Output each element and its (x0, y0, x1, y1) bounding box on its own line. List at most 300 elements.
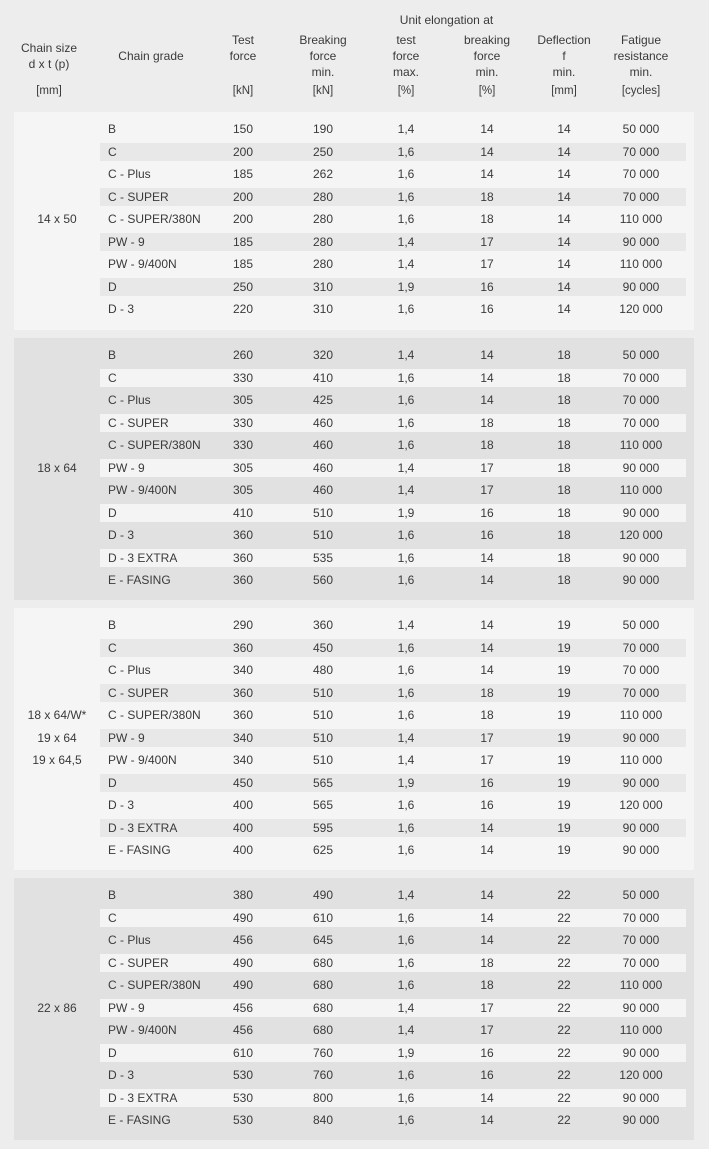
cell-breaking-force: 320 (312, 348, 334, 362)
cell-test-force: 490 (232, 910, 254, 925)
column-header-line: min. (552, 65, 576, 79)
table-row (14, 276, 694, 299)
cell-deflection: 14 (557, 167, 571, 181)
cell-deflection: 19 (557, 753, 571, 767)
cell-test-force: 305 (232, 483, 254, 497)
cell-chain-grade: B (108, 122, 117, 136)
cell-fatigue: 110 000 (619, 483, 663, 497)
table-row (14, 929, 694, 952)
table-row (14, 524, 694, 547)
column-unit-breaking_force: [kN] (312, 85, 334, 97)
cell-breaking-force: 190 (312, 122, 334, 136)
cell-chain-grade: PW - 9 (108, 460, 145, 475)
cell-test-force: 330 (232, 370, 254, 385)
table-row (14, 1087, 694, 1110)
cell-elongation-breaking: 18 (480, 212, 494, 226)
cell-deflection: 14 (557, 234, 571, 249)
cell-elongation-breaking: 14 (480, 573, 494, 587)
table-row (14, 884, 694, 907)
cell-elongation-test: 1,4 (397, 888, 415, 902)
table-row (14, 794, 694, 817)
cell-deflection: 22 (557, 1068, 571, 1082)
cell-breaking-force: 645 (312, 933, 334, 947)
cell-deflection: 22 (557, 910, 571, 925)
cell-test-force: 185 (232, 257, 254, 271)
cell-elongation-breaking: 17 (480, 730, 494, 745)
cell-elongation-test: 1,4 (397, 753, 415, 767)
cell-chain-grade: C - SUPER (108, 415, 169, 430)
cell-test-force: 150 (232, 122, 254, 136)
cell-breaking-force: 680 (312, 1000, 334, 1015)
cell-fatigue: 120 000 (619, 302, 663, 316)
cell-chain-grade: C - SUPER/380N (108, 438, 201, 452)
column-header-line: force (473, 49, 501, 63)
cell-deflection: 14 (557, 257, 571, 271)
column-header-line: Fatigue (620, 33, 662, 47)
cell-chain-grade: C - SUPER (108, 189, 169, 204)
cell-chain-grade: D - 3 (108, 302, 135, 316)
cell-deflection: 14 (557, 122, 571, 136)
cell-test-force: 340 (232, 663, 254, 677)
cell-elongation-test: 1,6 (397, 438, 415, 452)
cell-chain-grade: D - 3 (108, 1068, 135, 1082)
cell-fatigue: 70 000 (622, 933, 660, 947)
column-header-test_force (230, 32, 257, 64)
cell-fatigue: 110 000 (619, 438, 663, 452)
table-row (14, 118, 694, 141)
cell-test-force: 360 (232, 708, 254, 722)
cell-elongation-test: 1,4 (397, 618, 415, 632)
cell-fatigue: 110 000 (619, 708, 663, 722)
column-unit-fatigue: [cycles] (621, 85, 661, 97)
table-row (14, 1064, 694, 1087)
cell-elongation-breaking: 14 (480, 1090, 494, 1105)
cell-test-force: 360 (232, 640, 254, 655)
cell-breaking-force: 840 (312, 1113, 334, 1127)
table-row (14, 659, 694, 682)
cell-breaking-force: 680 (312, 1023, 334, 1037)
cell-breaking-force: 680 (312, 978, 334, 992)
table-row (14, 298, 694, 321)
cell-deflection: 22 (557, 978, 571, 992)
cell-elongation-breaking: 14 (480, 550, 494, 565)
column-group-header-unit-elongation: Unit elongation at (399, 13, 494, 27)
cell-test-force: 330 (232, 438, 254, 452)
cell-fatigue: 90 000 (622, 550, 660, 565)
cell-chain-grade: PW - 9 (108, 1000, 145, 1015)
cell-elongation-breaking: 16 (480, 1045, 494, 1060)
cell-breaking-force: 610 (312, 910, 334, 925)
cell-test-force: 400 (232, 843, 254, 857)
cell-test-force: 456 (232, 1023, 254, 1037)
cell-deflection: 18 (557, 505, 571, 520)
cell-elongation-test: 1,6 (397, 550, 415, 565)
cell-breaking-force: 510 (312, 685, 334, 700)
cell-elongation-test: 1,6 (397, 144, 415, 159)
column-header-deflection (537, 32, 590, 80)
column-header-line: min. (629, 65, 653, 79)
cell-chain-grade: C - SUPER/380N (108, 978, 201, 992)
cell-elongation-breaking: 16 (480, 505, 494, 520)
table-row (14, 479, 694, 502)
cell-breaking-force: 595 (312, 820, 334, 835)
cell-test-force: 410 (232, 505, 254, 520)
cell-fatigue: 90 000 (622, 820, 660, 835)
cell-fatigue: 70 000 (622, 663, 660, 677)
cell-elongation-test: 1,6 (397, 1090, 415, 1105)
cell-elongation-breaking: 18 (480, 415, 494, 430)
chain-size-group (14, 338, 694, 600)
table-row (14, 749, 694, 772)
cell-fatigue: 90 000 (622, 843, 660, 857)
cell-fatigue: 70 000 (622, 370, 660, 385)
cell-elongation-test: 1,4 (397, 257, 415, 271)
column-header-line: Test (231, 33, 254, 47)
cell-deflection: 19 (557, 843, 571, 857)
cell-elongation-test: 1,6 (397, 933, 415, 947)
cell-fatigue: 50 000 (622, 122, 660, 136)
table-header (0, 0, 709, 110)
cell-test-force: 530 (232, 1090, 254, 1105)
cell-test-force: 456 (232, 933, 254, 947)
chain-size-label-line: 18 x 64 (37, 460, 77, 475)
cell-fatigue: 70 000 (622, 640, 660, 655)
column-header-line: test (396, 33, 416, 47)
cell-chain-grade: PW - 9 (108, 730, 145, 745)
cell-breaking-force: 760 (312, 1045, 334, 1060)
cell-elongation-breaking: 14 (480, 910, 494, 925)
cell-elongation-test: 1,6 (397, 663, 415, 677)
cell-deflection: 22 (557, 1090, 571, 1105)
cell-deflection: 19 (557, 730, 571, 745)
column-header-line: force (392, 49, 420, 63)
cell-breaking-force: 280 (312, 189, 334, 204)
cell-elongation-test: 1,6 (397, 1068, 415, 1082)
cell-fatigue: 110 000 (619, 978, 663, 992)
column-header-chain_grade (118, 48, 183, 64)
cell-chain-grade: C (108, 370, 117, 385)
cell-test-force: 400 (232, 820, 254, 835)
cell-test-force: 340 (232, 730, 254, 745)
cell-fatigue: 120 000 (619, 1068, 663, 1082)
chain-size-label-line: 19 x 64,5 (32, 753, 82, 767)
table-row (14, 637, 694, 660)
cell-deflection: 14 (557, 212, 571, 226)
cell-elongation-test: 1,6 (397, 843, 415, 857)
cell-chain-grade: C - SUPER (108, 685, 169, 700)
table-row (14, 253, 694, 276)
cell-fatigue: 120 000 (619, 528, 663, 542)
cell-chain-grade: D (108, 279, 117, 294)
cell-fatigue: 90 000 (622, 1113, 660, 1127)
cell-elongation-breaking: 17 (480, 1000, 494, 1015)
cell-deflection: 22 (557, 955, 571, 970)
cell-test-force: 360 (232, 550, 254, 565)
cell-deflection: 18 (557, 573, 571, 587)
cell-deflection: 19 (557, 820, 571, 835)
cell-elongation-breaking: 14 (480, 843, 494, 857)
cell-elongation-breaking: 18 (480, 978, 494, 992)
chain-size-label-line: 22 x 86 (37, 1000, 77, 1015)
cell-test-force: 490 (232, 978, 254, 992)
cell-elongation-breaking: 16 (480, 775, 494, 790)
cell-fatigue: 90 000 (622, 234, 660, 249)
cell-fatigue: 70 000 (622, 910, 660, 925)
cell-fatigue: 90 000 (622, 1045, 660, 1060)
column-unit-test_force: [kN] (232, 85, 254, 97)
column-unit-elong_test: [%] (397, 85, 415, 97)
cell-elongation-breaking: 18 (480, 955, 494, 970)
cell-elongation-breaking: 14 (480, 122, 494, 136)
column-header-elong_break (464, 32, 510, 80)
cell-breaking-force: 510 (312, 753, 334, 767)
cell-deflection: 14 (557, 189, 571, 204)
cell-elongation-test: 1,9 (397, 1045, 415, 1060)
cell-elongation-breaking: 16 (480, 279, 494, 294)
table-row (14, 141, 694, 164)
table-row (14, 997, 694, 1020)
cell-elongation-breaking: 17 (480, 753, 494, 767)
cell-chain-grade: PW - 9/400N (108, 483, 177, 497)
table-row (14, 186, 694, 209)
cell-test-force: 360 (232, 573, 254, 587)
table-row (14, 817, 694, 840)
cell-deflection: 14 (557, 144, 571, 159)
cell-test-force: 220 (232, 302, 254, 316)
cell-test-force: 400 (232, 798, 254, 812)
table-row (14, 974, 694, 997)
cell-deflection: 19 (557, 708, 571, 722)
column-unit-deflection: [mm] (551, 85, 577, 97)
chain-size-label-line: 18 x 64/W* (27, 708, 87, 722)
cell-test-force: 360 (232, 685, 254, 700)
cell-deflection: 19 (557, 798, 571, 812)
table-row (14, 434, 694, 457)
cell-test-force: 200 (232, 212, 254, 226)
cell-deflection: 19 (557, 640, 571, 655)
cell-chain-grade: C - SUPER/380N (108, 708, 201, 722)
column-header-fatigue (614, 32, 669, 80)
cell-elongation-breaking: 17 (480, 483, 494, 497)
chain-size-group (14, 878, 694, 1140)
chain-size-label-line: 19 x 64 (37, 730, 77, 745)
cell-elongation-test: 1,6 (397, 708, 415, 722)
column-header-line: Chain size (20, 41, 78, 55)
cell-elongation-test: 1,6 (397, 393, 415, 407)
cell-fatigue: 90 000 (622, 279, 660, 294)
cell-elongation-test: 1,4 (397, 122, 415, 136)
cell-breaking-force: 560 (312, 573, 334, 587)
cell-elongation-breaking: 14 (480, 618, 494, 632)
cell-elongation-breaking: 16 (480, 798, 494, 812)
cell-elongation-test: 1,9 (397, 505, 415, 520)
cell-chain-grade: C (108, 910, 117, 925)
table-row (14, 389, 694, 412)
cell-deflection: 18 (557, 550, 571, 565)
cell-elongation-breaking: 14 (480, 640, 494, 655)
table-row (14, 502, 694, 525)
cell-breaking-force: 510 (312, 730, 334, 745)
table-row (14, 727, 694, 750)
table-row (14, 1019, 694, 1042)
cell-chain-grade: C - Plus (108, 167, 151, 181)
cell-elongation-test: 1,6 (397, 212, 415, 226)
cell-elongation-breaking: 14 (480, 393, 494, 407)
cell-deflection: 18 (557, 460, 571, 475)
cell-elongation-test: 1,9 (397, 775, 415, 790)
cell-test-force: 260 (232, 348, 254, 362)
cell-chain-grade: D - 3 EXTRA (108, 820, 178, 835)
cell-elongation-breaking: 16 (480, 1068, 494, 1082)
column-unit-chain_size: [mm] (36, 85, 62, 97)
cell-elongation-breaking: 17 (480, 257, 494, 271)
column-header-line: Deflection (537, 33, 591, 47)
column-header-line: Breaking (299, 33, 347, 47)
cell-chain-grade: D - 3 (108, 798, 135, 812)
cell-elongation-test: 1,6 (397, 167, 415, 181)
cell-test-force: 330 (232, 415, 254, 430)
cell-elongation-breaking: 18 (480, 438, 494, 452)
cell-chain-grade: E - FASING (108, 573, 171, 587)
cell-breaking-force: 510 (312, 528, 334, 542)
cell-test-force: 530 (232, 1068, 254, 1082)
cell-fatigue: 110 000 (619, 257, 663, 271)
cell-elongation-test: 1,4 (397, 234, 415, 249)
cell-chain-grade: C - SUPER/380N (108, 212, 201, 226)
column-header-breaking_force (299, 32, 346, 80)
cell-deflection: 18 (557, 438, 571, 452)
cell-breaking-force: 460 (312, 460, 334, 475)
cell-elongation-breaking: 17 (480, 1023, 494, 1037)
cell-elongation-breaking: 14 (480, 348, 494, 362)
cell-test-force: 290 (232, 618, 254, 632)
cell-elongation-breaking: 18 (480, 685, 494, 700)
cell-breaking-force: 280 (312, 212, 334, 226)
cell-test-force: 200 (232, 144, 254, 159)
cell-chain-grade: C - SUPER (108, 955, 169, 970)
table-row (14, 569, 694, 592)
cell-deflection: 18 (557, 393, 571, 407)
cell-fatigue: 110 000 (619, 753, 663, 767)
cell-fatigue: 110 000 (619, 1023, 663, 1037)
cell-test-force: 340 (232, 753, 254, 767)
table-row (14, 772, 694, 795)
cell-fatigue: 70 000 (622, 189, 660, 204)
cell-fatigue: 50 000 (622, 618, 660, 632)
cell-elongation-test: 1,6 (397, 528, 415, 542)
cell-breaking-force: 510 (312, 708, 334, 722)
cell-deflection: 18 (557, 348, 571, 362)
table-row (14, 547, 694, 570)
cell-elongation-test: 1,4 (397, 1000, 415, 1015)
column-header-line: Chain grade (118, 49, 184, 63)
cell-elongation-test: 1,4 (397, 730, 415, 745)
cell-chain-grade: C - Plus (108, 663, 151, 677)
cell-test-force: 380 (232, 888, 254, 902)
cell-breaking-force: 360 (312, 618, 334, 632)
column-header-line: max. (392, 65, 419, 79)
cell-breaking-force: 310 (312, 279, 334, 294)
cell-deflection: 22 (557, 1045, 571, 1060)
cell-elongation-test: 1,4 (397, 348, 415, 362)
cell-elongation-breaking: 14 (480, 1113, 494, 1127)
cell-deflection: 22 (557, 888, 571, 902)
cell-chain-grade: PW - 9/400N (108, 257, 177, 271)
cell-fatigue: 90 000 (622, 505, 660, 520)
cell-test-force: 610 (232, 1045, 254, 1060)
cell-elongation-test: 1,6 (397, 820, 415, 835)
cell-breaking-force: 280 (312, 257, 334, 271)
cell-chain-grade: PW - 9 (108, 234, 145, 249)
cell-fatigue: 50 000 (622, 888, 660, 902)
cell-fatigue: 90 000 (622, 1000, 660, 1015)
cell-elongation-test: 1,6 (397, 910, 415, 925)
cell-fatigue: 90 000 (622, 730, 660, 745)
table-row (14, 952, 694, 975)
cell-fatigue: 110 000 (619, 212, 663, 226)
table-row (14, 208, 694, 231)
cell-fatigue: 70 000 (622, 955, 660, 970)
cell-deflection: 14 (557, 302, 571, 316)
cell-breaking-force: 262 (312, 167, 334, 181)
cell-deflection: 19 (557, 685, 571, 700)
cell-chain-grade: E - FASING (108, 843, 171, 857)
cell-chain-grade: C - Plus (108, 933, 151, 947)
cell-chain-grade: D (108, 1045, 117, 1060)
cell-deflection: 18 (557, 415, 571, 430)
chain-size-group (14, 112, 694, 330)
cell-fatigue: 120 000 (619, 798, 663, 812)
cell-elongation-test: 1,4 (397, 460, 415, 475)
cell-elongation-breaking: 14 (480, 888, 494, 902)
cell-breaking-force: 460 (312, 438, 334, 452)
column-unit-elong_break: [%] (478, 85, 496, 97)
cell-elongation-test: 1,6 (397, 640, 415, 655)
cell-elongation-breaking: 14 (480, 167, 494, 181)
cell-test-force: 490 (232, 955, 254, 970)
table-row (14, 907, 694, 930)
table-row (14, 367, 694, 390)
cell-test-force: 200 (232, 189, 254, 204)
cell-fatigue: 50 000 (622, 348, 660, 362)
column-header-line: force (229, 49, 257, 63)
table-row (14, 231, 694, 254)
cell-chain-grade: B (108, 888, 117, 902)
column-header-chain_size (21, 40, 77, 72)
cell-elongation-test: 1,4 (397, 1023, 415, 1037)
cell-test-force: 450 (232, 775, 254, 790)
table-row (14, 682, 694, 705)
cell-breaking-force: 760 (312, 1068, 334, 1082)
cell-deflection: 19 (557, 618, 571, 632)
cell-fatigue: 70 000 (622, 393, 660, 407)
cell-elongation-test: 1,6 (397, 798, 415, 812)
cell-breaking-force: 680 (312, 955, 334, 970)
cell-elongation-test: 1,6 (397, 573, 415, 587)
cell-test-force: 360 (232, 528, 254, 542)
column-header-line: force (309, 49, 337, 63)
column-header-line: min. (311, 65, 335, 79)
cell-elongation-breaking: 14 (480, 663, 494, 677)
cell-breaking-force: 410 (312, 370, 334, 385)
cell-chain-grade: C (108, 144, 117, 159)
cell-deflection: 14 (557, 279, 571, 294)
cell-chain-grade: B (108, 348, 117, 362)
cell-breaking-force: 460 (312, 415, 334, 430)
chain-size-group (14, 608, 694, 870)
cell-test-force: 305 (232, 460, 254, 475)
cell-test-force: 250 (232, 279, 254, 294)
